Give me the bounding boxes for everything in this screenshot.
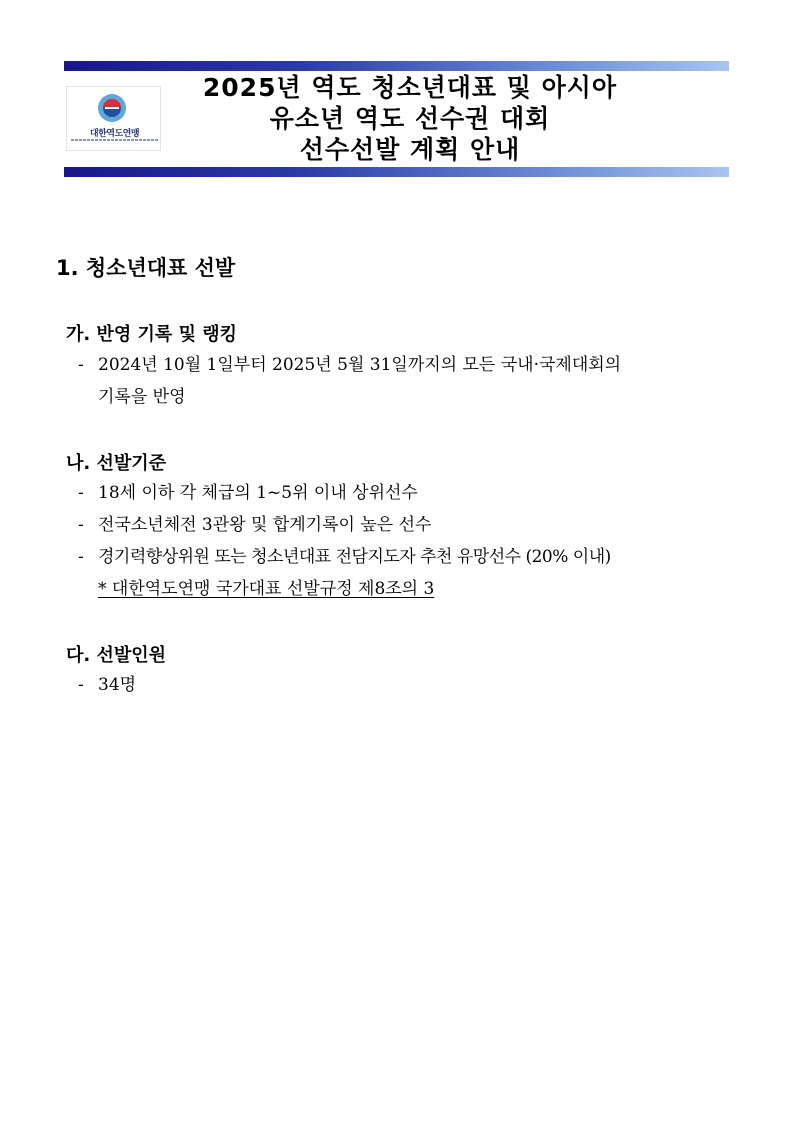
federation-emblem-icon [97, 93, 127, 123]
regulation-note: * 대한역도연맹 국가대표 선발규정 제8조의 3 [98, 579, 435, 599]
logo-text: 대한역도연맹 [89, 129, 140, 139]
bullet-dash: - [78, 515, 84, 535]
header-top-band [64, 61, 729, 71]
list-item [78, 674, 136, 696]
subsection-heading-b: 나. 선발기준 [66, 453, 167, 474]
logo-subtext [71, 139, 158, 141]
list-item [78, 354, 621, 376]
list-item-text: 전국소년체전 3관왕 및 합계기록이 높은 선수 [98, 515, 432, 535]
list-item [78, 546, 611, 568]
list-item [78, 514, 431, 536]
title-line-2: 유소년 역도 선수권 대회 [269, 104, 551, 133]
bullet-dash: - [78, 547, 84, 567]
list-item-continuation: 기록을 반영 [98, 387, 186, 407]
header-bottom-band [64, 167, 729, 177]
subsection-heading-a: 가. 반영 기록 및 랭킹 [66, 324, 238, 345]
bullet-dash: - [78, 483, 84, 503]
title-line-1: 2025년 역도 청소년대표 및 아시아 [202, 73, 618, 102]
bullet-dash: - [78, 675, 84, 695]
list-item-text: 18세 이하 각 체급의 1~5위 이내 상위선수 [98, 483, 418, 503]
list-item-text: 34명 [98, 675, 137, 695]
list-item-text: 경기력향상위원 또는 청소년대표 전담지도자 추천 유망선수 (20% 이내) [98, 547, 611, 567]
subsection-heading-c: 다. 선발인원 [66, 645, 167, 666]
federation-logo [66, 86, 161, 151]
document-title [160, 72, 660, 165]
list-item-text: 2024년 10월 1일부터 2025년 5월 31일까지의 모든 국내·국제대회의 [98, 355, 622, 375]
section-heading: 1. 청소년대표 선발 [56, 256, 236, 280]
list-item [78, 482, 418, 504]
title-line-3: 선수선발 계획 안내 [299, 135, 521, 164]
bullet-dash: - [78, 355, 84, 375]
